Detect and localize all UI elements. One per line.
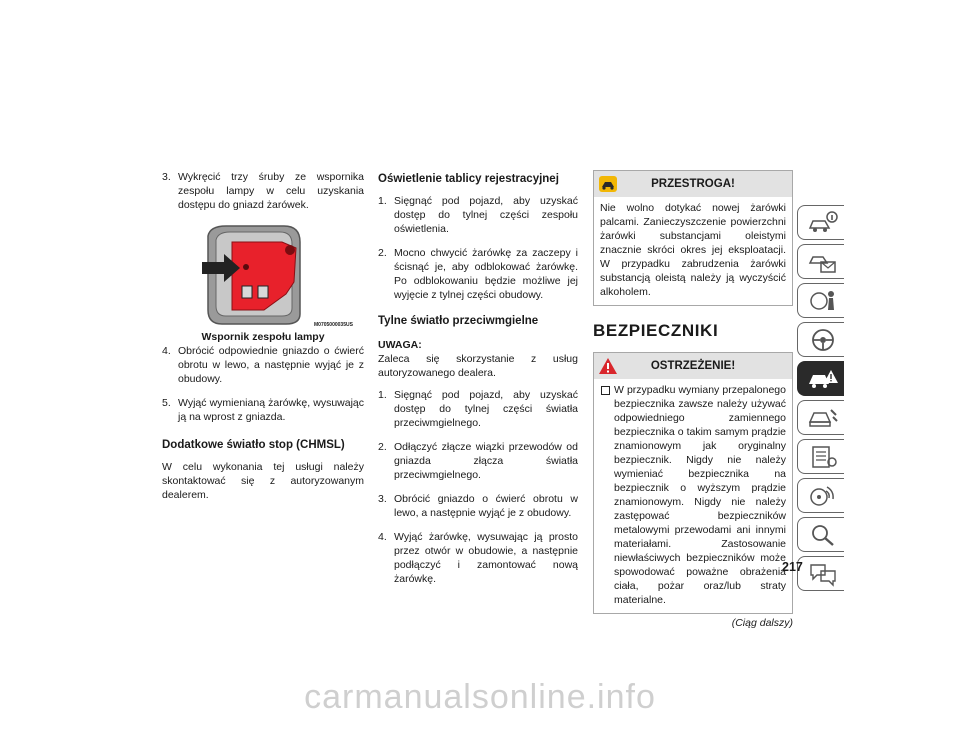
caution-title: PRZESTROGA! [651,178,735,190]
plate-step-2 [378,246,578,302]
car-info-icon [807,210,839,236]
tab-steering-person[interactable] [797,283,844,318]
note-text: Zaleca się skorzystanie z usług autoryzowanego dealera. [378,353,578,379]
right-column [593,170,793,630]
step-text: Mocno chwycić żarówkę za zaczepy i ścisnąć je, aby odblokować żarówkę. Po odblokowaniu będzie możliwe jej wyjęcie z tylnej części obudowy. [394,247,578,301]
step-4 [162,344,364,386]
warning-box [593,352,793,614]
step-text: Wyjąć wymienianą żarówkę, wysuwając ją na wprost z gniazda. [178,397,364,423]
caution-icon [598,175,618,203]
steering-person-icon [807,288,839,314]
caution-text: Nie wolno dotykać nowej żarówki palcami. Zanieczyszczenie powierzchni żarówki substancjami oleistymi znacznie skróci okres jej eksploatacji. W przypadku zabrudzenia żarówki substancją oleistą należy ją wyczyścić alkoholem. [600,202,786,298]
step-number: 4. [162,345,171,357]
step-3 [162,170,364,212]
step-text: Sięgnąć pod pojazd, aby uzyskać dostęp do tylnej części światła przeciwmgielnego. [394,389,578,429]
chapter-tabs [797,205,845,595]
fog-step-1 [378,388,578,430]
step-number: 1. [378,389,387,401]
continued-label: (Ciąg dalszy) [731,617,793,629]
note-label: UWAGA: [378,339,422,351]
fog-light-heading: Tylne światło przeciwmgielne [378,315,539,327]
plate-step-1 [378,194,578,236]
step-number: 5. [162,397,171,409]
fog-step-3 [378,492,578,520]
step-text: Wykręcić trzy śruby ze wspornika zespołu lampy w celu uzyskania dostępu do gniazd żarówek. [178,171,364,211]
step-text: Obrócić odpowiednie gniazdo o ćwierć obrotu w lewo, a następnie wyjąć je z obudowy. [178,345,364,385]
car-message-icon [807,249,839,275]
languages-icon [807,561,839,587]
fuses-section-title: BEZPIECZNIKI [593,321,719,340]
car-service-icon [807,405,839,431]
bullet-square-icon [601,386,610,395]
lamp-bracket-illustration [202,222,354,326]
caution-header [594,171,792,197]
tab-car-hazard[interactable] [797,361,844,396]
steering-wheel-icon [807,327,839,353]
step-text: Odłączyć złącze wiązki przewodów od gniazda złącza światła przeciwmgielnego. [394,441,578,481]
chmsl-text: W celu wykonania tej usługi należy skontaktować się z autoryzowanym dealerem. [162,461,364,501]
step-number: 1. [378,195,387,207]
tab-car-service[interactable] [797,400,844,435]
specifications-list-icon [807,444,839,470]
car-hazard-icon [807,366,839,392]
warning-item [600,383,786,607]
search-index-icon [807,522,839,548]
step-text: Wyjąć żarówkę, wysuwając ją prosto przez otwór w obudowie, a następnie podłączyć i zamontować nową żarówkę. [394,531,578,585]
step-number: 4. [378,531,387,543]
warning-triangle-icon [598,357,618,385]
license-plate-heading: Oświetlenie tablicy rejestracyjnej [378,173,559,185]
warning-title: OSTRZEŻENIE! [650,360,736,372]
warning-body [594,379,792,613]
tab-languages[interactable] [797,556,844,591]
step-number: 2. [378,441,387,453]
tab-multimedia[interactable] [797,478,844,513]
multimedia-icon [807,483,839,509]
tab-car-info[interactable] [797,205,844,240]
chmsl-heading: Dodatkowe światło stop (CHMSL) [162,439,345,451]
tab-specifications[interactable] [797,439,844,474]
tab-search-index[interactable] [797,517,844,552]
caution-box [593,170,793,306]
warning-text: W przypadku wymiany przepalonego bezpiecznika zawsze należy używać odpowiedniego zamiennego bezpiecznika o takim samym prądzie znamionowym jak oryginalny bezpiecznik. Nigdy nie należy wymieniać bezpiecznika na bezpiecznik o wyższym prądzie znamionowym. Nigdy nie należy zastępować bezpieczników metalowymi przewodami ani innymi materiałami. Zastosowanie niewłaściwych bezpieczników może spowodować poważne obrażenia ciała, pożar oraz/lub straty materialne. [614,384,786,606]
step-5 [162,396,364,424]
step-text: Obrócić gniazdo o ćwierć obrotu w lewo, a następnie wyjąć je z obudowy. [394,493,578,519]
tab-car-message[interactable] [797,244,844,279]
lamp-bracket-figure [202,222,354,326]
figure-caption: Wspornik zespołu lampy [201,331,325,343]
step-number: 3. [162,171,171,183]
fog-step-4 [378,530,578,586]
left-column [162,170,364,502]
figure-code: M0705000035US [314,322,353,328]
tab-steering-wheel[interactable] [797,322,844,357]
caution-body [594,197,792,305]
step-number: 2. [378,247,387,259]
middle-column [378,170,578,596]
page-number: 217 [782,560,803,574]
fog-step-2 [378,440,578,482]
step-number: 3. [378,493,387,505]
step-text: Sięgnąć pod pojazd, aby uzyskać dostęp do tylnej części zespołu oświetlenia. [394,195,578,235]
site-watermark: carmanualsonline.info [304,678,656,716]
warning-header [594,353,792,379]
